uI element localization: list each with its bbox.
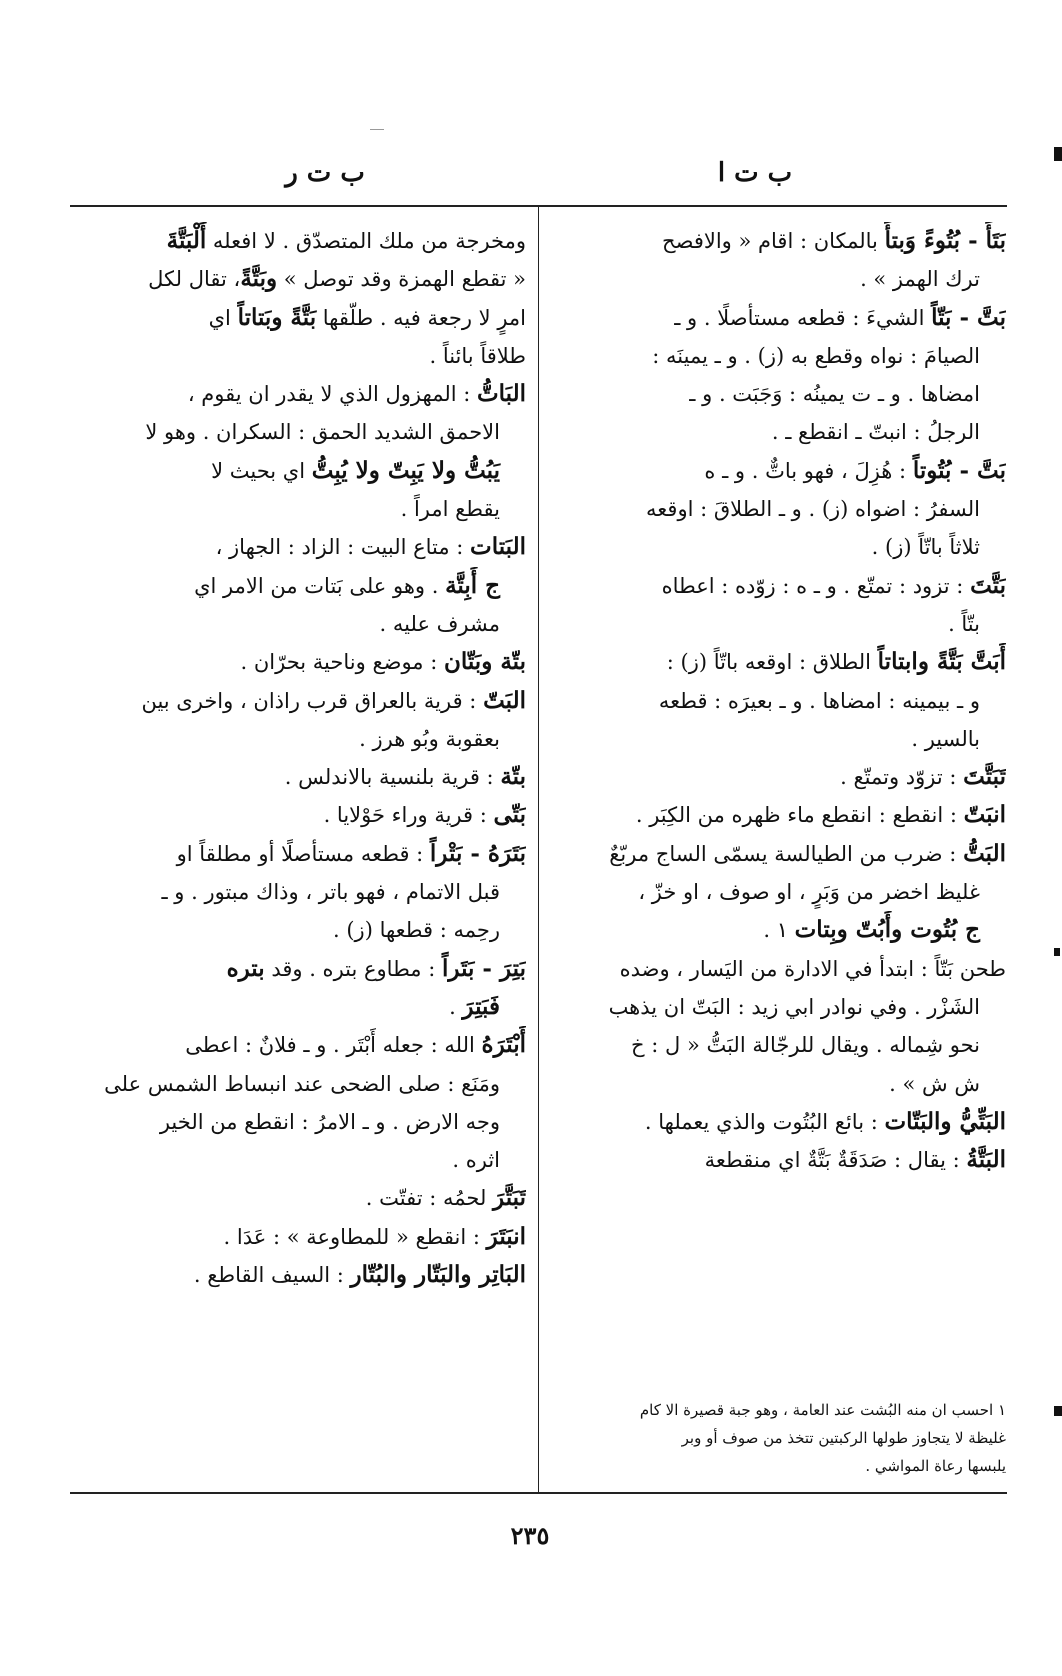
headword: البَاتُّ [477, 380, 526, 408]
headword: انبَتّ [963, 801, 1006, 829]
text-line [551, 337, 1006, 375]
right-column [551, 222, 1006, 1179]
text-line [551, 682, 1006, 720]
footer-rule [70, 1492, 1007, 1494]
definition-text: : مطاوع بتره . وقد [264, 956, 442, 981]
text-line [551, 873, 1006, 911]
headword: بَتَّةً وبَتاتاً [237, 303, 317, 331]
text-line [551, 1141, 1006, 1179]
text-line [551, 988, 1006, 1026]
definition-text: امضاها . و ـ ت يمينُه : وَجَبَت . و ـ [689, 382, 980, 407]
text-line [78, 835, 526, 873]
definition-text: الشَزْر . وفي نوادر ابي زيد : البَتّ ان يذهب [608, 994, 980, 1019]
definition-text: مشرف عليه . [379, 611, 500, 636]
text-line [78, 567, 526, 605]
text-line [551, 222, 1006, 260]
definition-text: ترك الهمز » . [860, 267, 980, 292]
text-line [78, 911, 526, 949]
definition-text: . [449, 994, 463, 1019]
definition-text: ثلاثاً باتّاً (ز) . [871, 535, 980, 560]
top-tick-mark [370, 129, 384, 130]
text-line [551, 643, 1006, 681]
headword: البَاتِر والبَتّار والبُتّار [350, 1261, 526, 1289]
text-line [78, 988, 526, 1026]
left-column [78, 222, 526, 1294]
text-line [78, 873, 526, 911]
page-number: ٢٣٥ [510, 1521, 550, 1550]
definition-text: : موضع وناحية بحرّان . [240, 650, 444, 675]
text-line [78, 337, 526, 375]
definition-text: : المهزول الذي لا يقدر ان يقوم ، [187, 382, 477, 407]
definition-text: : متاع البيت : الزاد : الجهاز ، [215, 535, 471, 560]
text-line [78, 1256, 526, 1294]
text-line [78, 299, 526, 337]
headword: بَتَّ - بُتُوتاً [912, 456, 1006, 484]
text-line [551, 413, 1006, 451]
definition-text: . وهو على بَتات من الامر اي [194, 573, 446, 598]
definition-text: الرجلُ : انبتّ ـ انقطع ـ . [771, 420, 980, 445]
headword: وبَتَّةً [240, 265, 278, 293]
headword: بتّة وبَتّان [443, 648, 526, 676]
headword: بَتَّتَ [970, 571, 1006, 599]
headword: البَتات [470, 533, 526, 561]
text-line [78, 490, 526, 528]
text-line [551, 567, 1006, 605]
text-line [78, 413, 526, 451]
definition-text: : تزود : تمتّع . و ـ ه : زوّده : اعطاه [661, 573, 971, 598]
text-line [551, 835, 1006, 873]
headword: تَبَتَّرَ [493, 1184, 526, 1212]
edge-mark [1054, 1406, 1062, 1416]
definition-text: يقطع امراً . [400, 497, 500, 522]
column-divider [538, 207, 539, 1492]
headword: أَبْتَرَهُ [481, 1031, 526, 1059]
headword: بَتِرَ - بَتَراً [441, 954, 526, 982]
definition-text: الطلاق : اوقعه باتّاً (ز) : [666, 650, 878, 675]
headword: تَبَتَّتَ [963, 763, 1006, 791]
text-line [78, 1179, 526, 1217]
headword: بَتَرَهُ - بَتْراً [429, 839, 526, 867]
headword: أَبَتَّ بَتَّةً وابتاتاً [877, 648, 1006, 676]
text-line [78, 1141, 526, 1179]
definition-text: اي [208, 305, 238, 330]
text-line [78, 260, 526, 298]
headword: بَتَأَ - بُتُوءً وَبتأً [884, 227, 1006, 254]
headword: انبَتَرَ [486, 1222, 526, 1250]
text-line [78, 950, 526, 988]
definition-text: وجه الارض . و ـ الامرُ : انقطع من الخير [159, 1109, 500, 1134]
definition-text: ، تقال لكل [148, 267, 241, 292]
definition-text: : انقطع « للمطاوعة » : عَدَا . [223, 1224, 487, 1249]
definition-text: قبل الاتمام ، فهو باتر ، وذاك مبتور . و ـ [161, 880, 500, 905]
definition-text: : بائع البُتُوت والذي يعملها . [644, 1109, 885, 1134]
text-line [551, 720, 1006, 758]
text-line [78, 1103, 526, 1141]
definition-text: : قرية وراء حَوْلايا . [323, 803, 494, 828]
text-line [551, 260, 1006, 298]
footnote [551, 1396, 1006, 1480]
headword: البَتُّ [963, 839, 1006, 867]
text-line [78, 1065, 526, 1103]
definition-text: ومخرجة من ملك المتصدّق . لا افعله [206, 229, 526, 253]
definition-text: امرٍ لا رجعة فيه . طلّقها [316, 305, 526, 330]
definition-text: : قرية بلنسية بالاندلس . [284, 765, 501, 790]
definition-text: غليظ اخضر من وَبَرٍ ، او صوف ، او خزّ ، [638, 880, 980, 905]
definition-text: و ـ بيمينه : امضاها . و ـ بعيرَه : قطعه [658, 688, 980, 713]
text-line [551, 758, 1006, 796]
text-line [551, 950, 1006, 988]
text-line [78, 796, 526, 834]
headword: فَبَتِرَ [462, 992, 500, 1020]
definition-text: : هُزِلَ ، فهو باتٌّ . و ـ ه [704, 458, 913, 483]
headword: بَتّى [493, 801, 526, 829]
definition-text: لحمُه : تفتّت . [365, 1186, 494, 1211]
definition-text: الصيامَ : نواه وقطع به (ز) . و ـ يمينَه : [652, 343, 980, 368]
running-header-right: ب ت ا [717, 158, 793, 188]
footnote-line: ١ احسب ان منه البُشت عند العامة ، وهو جبة قصيرة الا كام [639, 1401, 1006, 1419]
headword: ج بُتُوت وأَبُتّ وبِتات [794, 916, 980, 944]
headword: بَتَّ - بَتّاً [931, 303, 1006, 331]
text-line [551, 1026, 1006, 1064]
definition-text: « تقطع الهمزة وقد توصل » [277, 267, 526, 292]
edge-mark [1054, 147, 1062, 161]
edge-mark [1054, 948, 1060, 956]
definition-text: بالمكان : اقام « والافصح [662, 229, 885, 253]
text-line [551, 490, 1006, 528]
text-line [551, 911, 1006, 949]
definition-text: ١ . [763, 918, 795, 943]
text-line [551, 796, 1006, 834]
definition-text: : انقطع : انقطع ماء ظهره من الكِبَر . [635, 803, 964, 828]
definition-text: : قطعه مستأصلًا أو مطلقاً او [176, 841, 430, 866]
definition-text: بالسير . [911, 726, 980, 751]
text-line [78, 1218, 526, 1256]
text-line [551, 375, 1006, 413]
text-line [78, 222, 526, 260]
headword: بتّة [500, 763, 526, 791]
text-line [78, 643, 526, 681]
definition-text: ومَنَع : صلى الضحى عند انبساط الشمس على [104, 1071, 500, 1096]
footnote-line: غليظة لا يتجاوز طولها الركبتين تتخذ من صوف أو وبر [681, 1429, 1006, 1447]
text-line [551, 605, 1006, 643]
definition-text: بتّاً . [948, 611, 980, 636]
text-line [78, 452, 526, 490]
text-line [78, 720, 526, 758]
definition-text: السفرُ : اضواه (ز) . و ـ الطلاقَ : اوقعه [646, 497, 980, 522]
definition-text: الشيءَ : قطعه مستأصلًا . و ـ [674, 305, 932, 330]
headword: بتره [226, 954, 265, 982]
definition-text: الله : جعله أَبْتَر . و ـ فلانٌ : اعطى [185, 1033, 482, 1058]
text-line [551, 452, 1006, 490]
definition-text: بعقوبة وبُو هرز . [359, 726, 500, 751]
definition-text: : السيف القاطع . [193, 1263, 351, 1288]
definition-text: اثره . [452, 1148, 500, 1173]
headword: يَبُتُّ ولا يَبِتّ ولا يُبِتُّ [311, 456, 500, 484]
definition-text: طحن بَتّاً : ابتدأ في الادارة من اليَسار ، وضده [619, 956, 1006, 981]
definition-text: اي بحيث لا [211, 458, 312, 483]
definition-text: نحو شِماله . ويقال للرجّالة البَتُّ « ل : خ [631, 1033, 980, 1058]
definition-text: طلاقاً بائناً . [429, 343, 526, 368]
text-line [551, 299, 1006, 337]
definition-text: الاحمق الشديد الحمق : السكران . وهو لا [145, 420, 500, 445]
text-line [551, 528, 1006, 566]
headword: البَتِّيُّ والبَتّات [884, 1107, 1006, 1135]
definition-text: ش ش » . [889, 1071, 980, 1096]
text-line [78, 375, 526, 413]
definition-text: رحِمه : قطعها (ز) . [333, 918, 500, 943]
definition-text: : يقال : صَدَقَةٌ بَتَّةٌ اي منقطعة [704, 1148, 967, 1173]
text-line [78, 758, 526, 796]
headword: أَلْبَتَّةَ [166, 227, 207, 254]
definition-text: : قرية بالعراق قرب راذان ، واخرى بين [141, 688, 484, 713]
definition-text: : ضرب من الطيالسة يسمّى الساج مربّعٌ [609, 841, 964, 866]
text-line [78, 682, 526, 720]
headword: البَتّ [483, 686, 526, 714]
text-line [551, 1065, 1006, 1103]
text-line [78, 1026, 526, 1064]
text-line [551, 1103, 1006, 1141]
headword: البَتَّةُ [966, 1146, 1006, 1174]
headword: ج أَبِتَّة [445, 571, 500, 599]
text-line [78, 528, 526, 566]
running-header-left: ب ت ر [285, 158, 365, 188]
footnote-line: يلبسها رعاة المواشي . [865, 1457, 1006, 1475]
text-line [78, 605, 526, 643]
definition-text: : تزوّد وتمتّع . [840, 765, 964, 790]
